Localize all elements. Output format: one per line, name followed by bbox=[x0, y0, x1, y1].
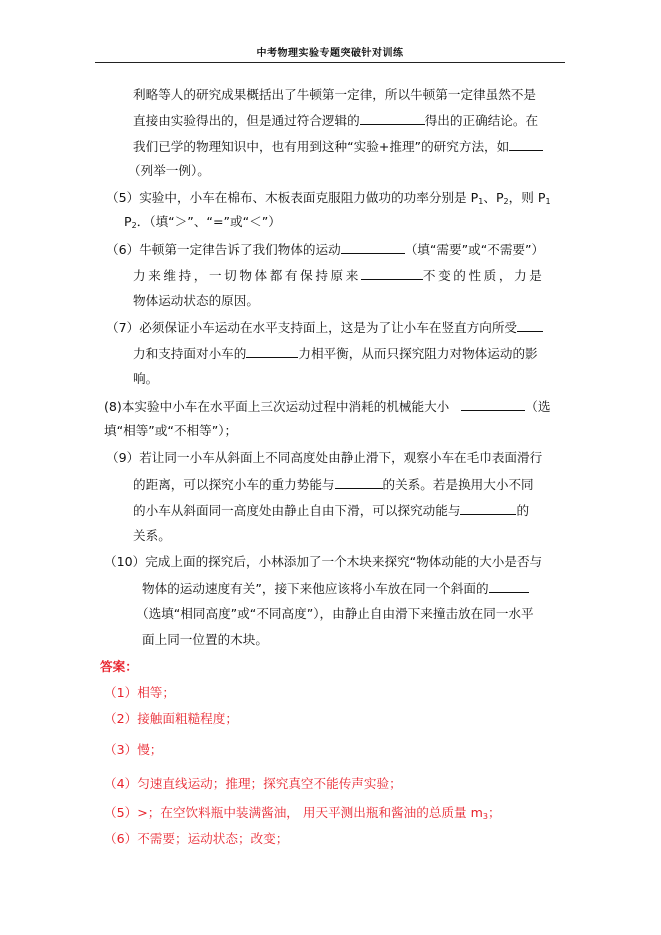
q9-text-2a: 的距离，可以探究小车的重力势能与 bbox=[133, 477, 335, 492]
q8-text-1a: (8)本实验中小车在水平面上三次运动过程中消耗的机械能大小 bbox=[104, 399, 450, 414]
q7-text-3: 响。 bbox=[133, 371, 159, 386]
q5-sub-1: 1 bbox=[478, 197, 484, 206]
q4-line-2 bbox=[133, 111, 538, 130]
q4-line-3 bbox=[133, 137, 543, 156]
q7-blank-1[interactable] bbox=[517, 318, 543, 332]
q5-sub-3: 1 bbox=[545, 197, 551, 206]
answer-5-text-b: ； bbox=[487, 805, 501, 820]
q8-line-2 bbox=[104, 422, 237, 440]
q6-line-1 bbox=[106, 240, 544, 259]
page-header: 中考物理实验专题突破针对训练 bbox=[256, 48, 404, 59]
q7-blank-2[interactable] bbox=[246, 344, 298, 358]
q5-text-2b: ．（填“＞”、“=”或“＜”） bbox=[136, 214, 281, 229]
q9-text-3b: 的 bbox=[516, 503, 530, 518]
answer-3: （3）慢； bbox=[104, 742, 163, 757]
q4-blank-2[interactable] bbox=[509, 137, 543, 151]
answer-6: （6）不需要；运动状态；改变； bbox=[104, 831, 289, 846]
q10-line-2 bbox=[142, 579, 529, 598]
header-rule bbox=[95, 62, 565, 63]
q7-line-2 bbox=[133, 344, 538, 363]
q6-text-3: 物体运动状态的原因。 bbox=[133, 293, 259, 308]
q7-line-3 bbox=[133, 370, 158, 388]
q6-text-2b: 不变的性质，力是 bbox=[422, 268, 545, 283]
q4-text-2b: 得出的正确结论。在 bbox=[424, 113, 539, 128]
q9-line-2 bbox=[133, 475, 534, 494]
q6-blank-1[interactable] bbox=[341, 240, 405, 254]
q10-text-3: （选填“相同高度”或“不同高度”），由静止自由滑下来撞击放在同一水平 bbox=[136, 606, 534, 621]
q9-text-2b: 的关系。若是换用大小不同 bbox=[382, 477, 534, 492]
q6-blank-2[interactable] bbox=[361, 266, 423, 280]
q10-text-1: （10）完成上面的探究后，小林添加了一个木块来探究“物体动能的大小是否与 bbox=[104, 554, 543, 569]
answer-5-sub: 3 bbox=[482, 812, 488, 821]
q9-blank-1[interactable] bbox=[335, 475, 383, 489]
answer-5 bbox=[104, 804, 501, 826]
q4-text-1: 利略等人的研究成果概括出了牛顿第一定律，所以牛顿第一定律虽然不是 bbox=[133, 87, 536, 102]
q8-text-1b: （选 bbox=[525, 399, 551, 414]
q9-blank-2[interactable] bbox=[460, 501, 516, 515]
q4-text-4: （列举一例）。 bbox=[128, 163, 210, 178]
q4-line-4 bbox=[128, 162, 210, 180]
q9-line-1 bbox=[106, 449, 542, 467]
q10-blank-1[interactable] bbox=[489, 579, 529, 593]
q5-text-1a: （5）实验中，小车在棉布、木板表面克服阻力做功的功率分别是 P bbox=[106, 190, 479, 205]
q6-text-2a: 力来维持，一切物体都有保持原来 bbox=[133, 268, 361, 283]
q4-text-2a: 直接由实验得出的，但是通过符合逻辑的 bbox=[133, 113, 360, 128]
answers-title: 答案： bbox=[100, 659, 138, 674]
q10-line-1 bbox=[104, 553, 542, 571]
q7-text-2b: 力相平衡，从而只探究阻力对物体运动的影 bbox=[298, 346, 538, 361]
q5-line-2 bbox=[124, 213, 281, 235]
q5-sub-2: 2 bbox=[503, 197, 509, 206]
q5-text-1b: 、P bbox=[483, 190, 504, 205]
q10-text-4: 面上同一位置的木块。 bbox=[142, 632, 268, 647]
q10-line-3 bbox=[136, 605, 534, 623]
q5-text-2a: P bbox=[124, 214, 132, 229]
q9-line-4 bbox=[133, 527, 171, 545]
q8-text-2: 填“相等”或“不相等”）； bbox=[104, 423, 238, 438]
q5-line-1 bbox=[106, 189, 551, 211]
answer-1: （1）相等； bbox=[104, 685, 175, 700]
q6-text-1a: （6）牛顿第一定律告诉了我们物体的运动 bbox=[106, 242, 341, 257]
q7-text-2a: 力和支持面对小车的 bbox=[133, 346, 247, 361]
q8-blank-1[interactable] bbox=[461, 397, 525, 411]
q8-line-1 bbox=[104, 397, 550, 416]
answer-2: （2）接触面粗糙程度； bbox=[104, 711, 238, 726]
q10-text-2a: 物体的运动速度有关”，接下来他应该将小车放在同一个斜面的 bbox=[142, 581, 489, 596]
q10-line-4 bbox=[142, 631, 268, 649]
q5-text-1c: ，则 P bbox=[508, 190, 546, 205]
q9-text-1: （9）若让同一小车从斜面上不同高度处由静止滑下，观察小车在毛巾表面滑行 bbox=[106, 450, 543, 465]
answer-4: （4）匀速直线运动；推理；探究真空不能传声实验； bbox=[104, 776, 402, 791]
q6-line-3 bbox=[133, 292, 259, 310]
q9-line-3 bbox=[133, 501, 529, 520]
q7-text-1: （7）必须保证小车运动在水平支持面上，这是为了让小车在竖直方向所受 bbox=[106, 320, 518, 335]
q7-line-1 bbox=[106, 318, 543, 337]
q6-text-1b: （填“需要”或“不需要”） bbox=[404, 242, 545, 257]
q6-line-2 bbox=[133, 266, 544, 285]
answer-5-text-a: （5）>；在空饮料瓶中装满酱油， 用天平测出瓶和酱油的总质量 m bbox=[104, 805, 483, 820]
q5-sub-4: 2 bbox=[131, 221, 137, 230]
q9-text-4: 关系。 bbox=[133, 528, 171, 543]
q4-text-3a: 我们已学的物理知识中，也有用到这种“实验+推理”的研究方法，如 bbox=[133, 139, 510, 154]
q9-text-3a: 的小车从斜面同一高度处由静止自由下滑，可以探究动能与 bbox=[133, 503, 461, 518]
q4-blank-1[interactable] bbox=[360, 111, 425, 125]
q4-line-1 bbox=[133, 86, 536, 104]
